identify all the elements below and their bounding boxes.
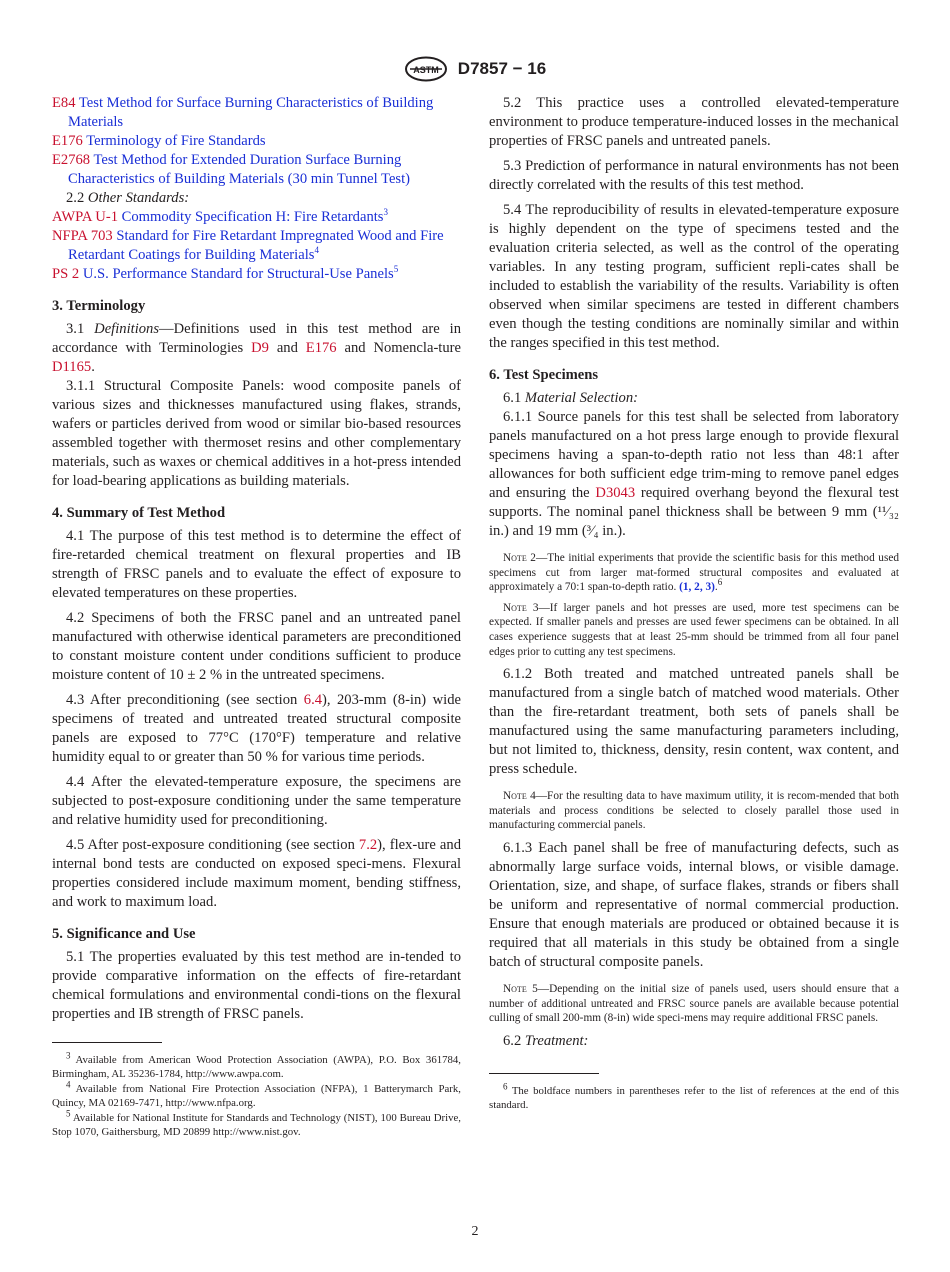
paragraph-5-3: 5.3 Prediction of performance in natural environments has not been directly correlated with the results of this test method.	[489, 158, 899, 193]
paragraph-4-3: 4.3 After preconditioning (see section 6.4), 203-mm (8-in) wide specimens of treated and untreated treated structural composite panels are exposed to 77°C (170°F) temperature and relative humidity equal to or greater than 50 % for various time periods.	[52, 692, 461, 765]
standard-designation: D7857 − 16	[457, 59, 547, 78]
left-column	[52, 94, 461, 1139]
footnote-divider	[52, 1042, 162, 1043]
section-heading-summary: 4. Summary of Test Method	[52, 505, 226, 521]
link-section-7-2[interactable]: 7.2	[358, 837, 378, 853]
footnote-divider	[489, 1073, 599, 1074]
note-4: Note 4—For the resulting data to have maximum utility, it is recom-mended that both materials and process conditions be selected to closely parallel those used in manufacturing commercial panels.	[489, 790, 900, 832]
paragraph-5-4: 5.4 The reproducibility of results in elevated-temperature exposure is highly dependent on the type of specimens tested and the evaluation criteria selected, as well as the control of the operating variables. In any testing program, sufficient repli-cates shall be included to establish the variability of the results. Variability is often observed when similar specimens are tested in different chambers even though the testing conditions are nominally similar and within the ranges specified in this test method.	[489, 202, 899, 351]
astm-logo-icon	[404, 56, 448, 82]
page-header	[0, 56, 950, 82]
other-standards-label: 2.2 Other Standards:	[66, 190, 190, 206]
paragraph-6-1: 6.1 Material Selection:	[503, 390, 638, 406]
reference-item[interactable]: E84 Test Method for Surface Burning Characteristics of Building Materials	[52, 95, 434, 130]
note-3: Note 3—If larger panels and hot presses are used, more test specimens can be expected. If smaller panels and presses are used fewer specimens can be obtained. In all cases experience suggests that at least 25-mm should be trimmed from all four panel edges prior to cutting any test specimens.	[489, 601, 899, 658]
paragraph-4-1: 4.1 The purpose of this test method is to determine the effect of fire-retarded chemical treatment on flexural properties and IB strength of FRSC panels and to evaluate the effect of exposure to elevated temperatures on these properties.	[52, 528, 461, 601]
footnote: $^4$ Available from National Fire Protection Association (NFPA), 1 Batterymarch Park, Quincy, MA 02169-7471, http://www.nfpa.org.	[52, 1079, 461, 1110]
paragraph-6-1-3: 6.1.3 Each panel shall be free of manufacturing defects, such as abnormally large surface voids, internal blows, or visible damage. Orientation, size, and shape, of surface flakes, strands or fibers shall be uniform and representative of normal commercial production. Ensure that enough materials are produced or obtained because it is required that all materials in this study be obtained from a single batch of structural composite panels.	[489, 839, 899, 970]
section-heading-significance: 5. Significance and Use	[52, 926, 196, 942]
reference-item[interactable]: NFPA 703 Standard for Fire Retardant Impregnated Wood and Fire Retardant Coatings for Building Materials$^4$	[52, 228, 444, 263]
note-5: Note 5—Depending on the initial size of panels used, users should ensure that a number of additional untreated and FRSC source panels are available because potential culling of small 200-mm (8-in) wide speci-mens may require additional FRSC panels.	[489, 982, 900, 1025]
footnote: $^3$ Available from American Wood Protection Association (AWPA), P.O. Box 361784, Birmingham, AL 35236-1784, http://www.awpa.com.	[52, 1050, 462, 1081]
link-e176[interactable]: E176	[305, 340, 337, 356]
paragraph-6-2: 6.2 Treatment:	[503, 1032, 589, 1049]
section-heading-test-specimens: 6. Test Specimens	[489, 367, 599, 383]
reference-item[interactable]: PS 2 U.S. Performance Standard for Structural-Use Panels$^5$	[52, 264, 399, 282]
reference-item[interactable]: E176 Terminology of Fire Standards	[52, 133, 266, 149]
link-section-6-4[interactable]: 6.4	[303, 692, 323, 708]
paragraph-5-2: 5.2 This practice uses a controlled elevated-temperature environment to produce temperature-induced losses in the mechanical properties of FRSC panels and untreated panels.	[489, 95, 899, 149]
section-heading-terminology: 3. Terminology	[52, 298, 146, 314]
footnote: $^5$ Available for National Institute for Standards and Technology (NIST), 100 Bureau Drive, Stop 1070, Gaithersburg, MD 20899 http://www.nist.gov.	[52, 1108, 461, 1139]
right-column	[489, 94, 899, 1113]
paragraph-4-5: 4.5 After post-exposure conditioning (see section 7.2), flex-ure and internal bond tests are conducted on exposed speci-mens. Flexural properties considered include maximum moment, bending stiffness, and work to maximum load.	[52, 837, 462, 910]
note-2: Note 2—The initial experiments that provide the scientific basis for this method used specimens cut from larger mat-formed structural composites and evaluated at approximately a 70:1 span-to-depth ratio. (1, 2, 3).$^6$	[489, 552, 899, 594]
paragraph-4-2: 4.2 Specimens of both the FRSC panel and an untreated panel manufactured with otherwise identical parameters are preconditioned to constant moisture content under conditions sufficient to produce moisture content of 10 ± 2 % in the untreated specimens.	[52, 610, 461, 683]
paragraph-6-1-1: 6.1.1 Source panels for this test shall be selected from laboratory panels manufactured on a hot press large enough to provide flexural specimens having a span-to-depth ratio not less than 48:1 after allowances for both sufficient edge trim-ming to remove panel edges and ensuring the D3043 required overhang beyond the flexural test supports. The nominal panel thickness shall be between 9 mm (¹¹⁄₃₂ in.) and 19 mm (³⁄₄ in.).	[489, 409, 899, 539]
paragraph-4-4: 4.4 After the elevated-temperature exposure, the specimens are subjected to post-exposure conditioning under the same temperature and relative humidity used for preconditioning.	[52, 774, 461, 828]
svg-text:ASTM: ASTM	[413, 65, 439, 75]
paragraph-6-1-2: 6.1.2 Both treated and matched untreated panels shall be manufactured from a single batch of matched wood materials. Other than the fire-retardant treatment, both sets of panels shall be manufactured using the same manufacturing parameters including, but not limited to, thickness, density, resin content, wax content, and press schedule.	[489, 666, 899, 778]
link-d3043[interactable]: D3043	[595, 485, 636, 501]
paragraph-3-1: 3.1 Definitions—Definitions used in this test method are in accordance with Terminologies D9 and E176 and Nomencla-ture D1165.	[52, 321, 461, 375]
link-d1165[interactable]: D1165	[52, 359, 92, 375]
paragraph-3-1-1: 3.1.1 Structural Composite Panels: wood composite panels of various sizes and thicknesses manufactured using flakes, strands, wafers or particles derived from wood or similar bio-based resources assembled together with thermoset resins and other complementary materials, such as waxes or chemical additives in a hot-press intended for load-bearing applications as building materials.	[52, 378, 461, 489]
reference-item[interactable]: AWPA U-1 Commodity Specification H: Fire Retardants$^3$	[52, 207, 388, 225]
footnote: $^6$ The boldface numbers in parentheses refer to the list of references at the end of this standard.	[489, 1081, 899, 1112]
page-number: 2	[471, 1224, 479, 1239]
reference-item[interactable]: E2768 Test Method for Extended Duration Surface Burning Characteristics of Building Materials (30 min Tunnel Test)	[52, 152, 411, 187]
link-d9[interactable]: D9	[251, 340, 269, 356]
paragraph-5-1: 5.1 The properties evaluated by this test method are in-tended to provide comparative information on the effects of fire-retardant chemical formulations and environmental condi-tions on the flexural properties and IB strength of FRSC panels.	[52, 949, 461, 1022]
reference-citations[interactable]: (1, 2, 3)	[679, 581, 715, 594]
